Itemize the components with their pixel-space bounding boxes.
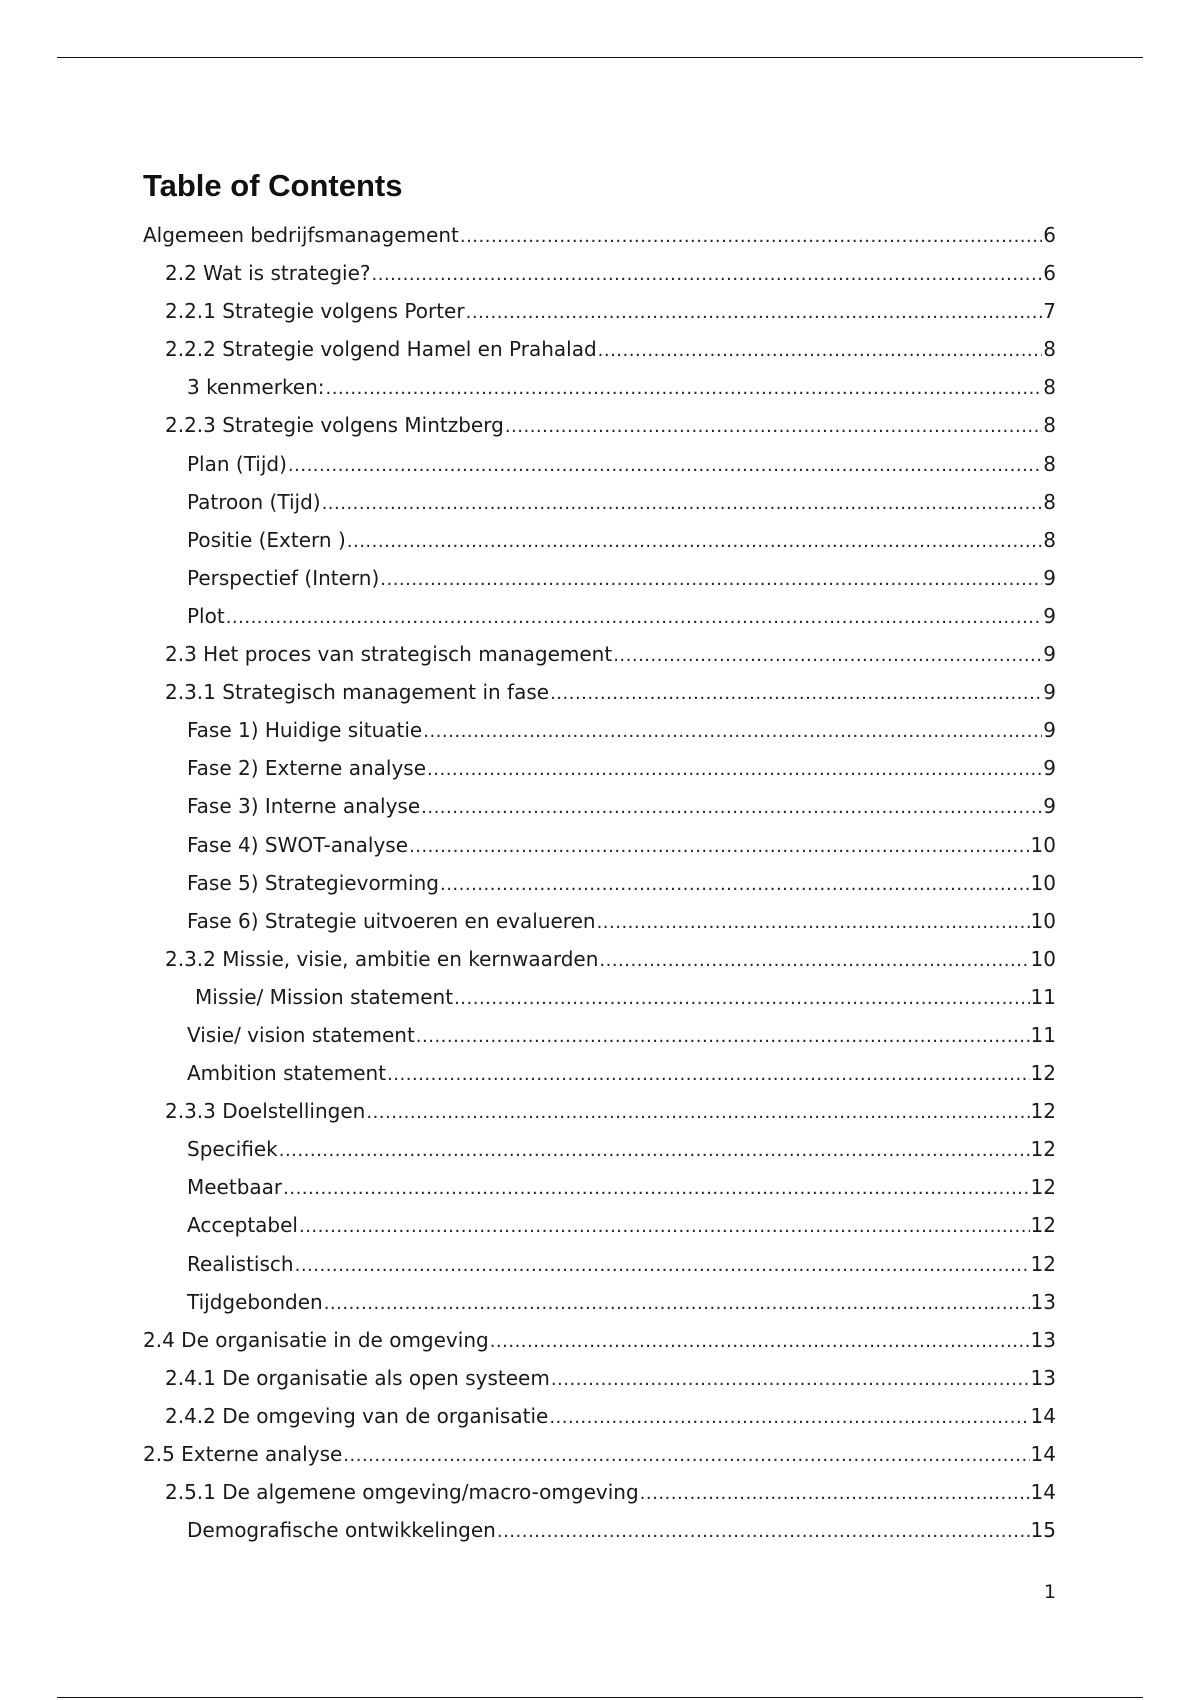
toc-entry[interactable] [143,749,1056,787]
toc-dot-leader [299,1208,1030,1246]
toc-dot-leader [440,866,1030,904]
toc-entry-page: 12 [1030,1061,1056,1086]
toc-entry[interactable] [143,1473,1056,1511]
toc-entry-page: 14 [1030,1480,1056,1505]
toc-entry-title: Fase 4) SWOT-analyse [187,832,409,857]
toc-entry-page: 9 [1043,642,1056,667]
toc-dot-leader [409,828,1030,866]
toc-dot-leader [551,1361,1030,1399]
toc-entry-title: 2.4.2 De omgeving van de organisatie [165,1403,549,1428]
toc-dot-leader [421,789,1042,827]
toc-entry-title: 2.5 Externe analyse [143,1442,343,1466]
toc-entry[interactable] [143,216,1056,254]
toc-entry[interactable] [143,406,1056,444]
toc-title: Table of Contents [143,168,403,203]
toc-entry-page: 10 [1030,832,1056,857]
toc-dot-leader [326,370,1043,408]
toc-entry-page: 10 [1030,946,1056,971]
toc-entry[interactable] [143,826,1056,864]
toc-dot-leader [427,751,1042,789]
toc-entry-title: 2.2 Wat is strategie? [165,261,371,286]
toc-dot-leader [613,637,1042,675]
toc-entry[interactable] [143,1054,1056,1092]
toc-entry-title: Fase 1) Huidige situatie [187,718,423,743]
toc-entry-title: 3 kenmerken: [187,375,325,400]
toc-entry-title: 2.3.1 Strategisch management in fase [165,680,550,705]
toc-dot-leader [505,408,1042,446]
toc-entry[interactable] [143,330,1056,368]
toc-entry-title: 2.4.1 De organisatie als open systeem [165,1365,550,1390]
toc-dot-leader [497,1513,1030,1551]
table-of-contents [143,216,1056,1549]
toc-entry-title: Meetbaar [187,1175,283,1200]
toc-entry[interactable] [143,1397,1056,1435]
toc-entry[interactable] [143,978,1056,1016]
toc-dot-leader [295,1247,1030,1285]
toc-entry-title: 2.3.3 Doelstellingen [165,1099,366,1124]
toc-entry[interactable] [143,1206,1056,1244]
toc-entry[interactable] [143,787,1056,825]
toc-entry[interactable] [143,1359,1056,1397]
toc-entry-title: Demografische ontwikkelingen [187,1518,496,1543]
toc-entry-title: 2.3 Het proces van strategisch management [165,642,613,667]
toc-entry-title: Visie/ vision statement [187,1022,415,1047]
toc-entry-page: 14 [1030,1442,1056,1466]
footer-rule [57,1697,1143,1698]
toc-entry-page: 9 [1043,794,1056,819]
toc-entry-page: 9 [1043,756,1056,781]
toc-entry-page: 12 [1030,1251,1056,1276]
toc-entry-page: 8 [1043,451,1056,476]
toc-entry-page: 6 [1043,261,1056,286]
toc-entry-page: 8 [1043,413,1056,438]
toc-dot-leader [322,485,1043,523]
toc-entry[interactable] [143,254,1056,292]
toc-entry-title: 2.4 De organisatie in de omgeving [143,1327,489,1352]
toc-entry-title: Fase 2) Externe analyse [187,756,427,781]
toc-entry-page: 8 [1043,375,1056,400]
page-number: 1 [1043,1581,1056,1603]
toc-entry-page: 12 [1030,1137,1056,1162]
toc-entry[interactable] [143,711,1056,749]
toc-entry-page: 13 [1030,1365,1056,1390]
toc-entry[interactable] [143,521,1056,559]
toc-dot-leader [416,1018,1030,1056]
toc-entry[interactable] [143,902,1056,940]
toc-entry[interactable] [143,864,1056,902]
toc-entry-title: Algemeen bedrijfsmanagement [143,223,459,247]
toc-dot-leader [226,599,1043,637]
toc-entry-page: 8 [1043,337,1056,362]
toc-entry[interactable] [143,559,1056,597]
toc-entry-title: 2.2.2 Strategie volgend Hamel en Prahalad [165,337,597,362]
toc-entry-title: Acceptabel [187,1213,298,1238]
toc-entry-title: 2.2.1 Strategie volgens Porter [165,299,465,324]
toc-entry-title: Fase 3) Interne analyse [187,794,421,819]
toc-entry-page: 7 [1043,299,1056,324]
toc-dot-leader [598,332,1043,370]
toc-entry-title: 2.5.1 De algemene omgeving/macro-omgeving [165,1480,639,1505]
toc-entry[interactable] [143,635,1056,673]
toc-dot-leader [366,1094,1029,1132]
toc-entry-page: 10 [1030,908,1056,933]
toc-entry-title: Specifiek [187,1137,278,1162]
toc-entry-title: 2.3.2 Missie, visie, ambitie en kernwaarden [165,946,599,971]
toc-dot-leader [324,1285,1030,1323]
toc-entry-page: 10 [1030,870,1056,895]
toc-entry[interactable] [143,292,1056,330]
toc-entry[interactable] [143,368,1056,406]
toc-dot-leader [423,713,1042,751]
toc-entry-page: 9 [1043,718,1056,743]
toc-entry[interactable] [143,1435,1056,1473]
toc-entry[interactable] [143,1321,1056,1359]
toc-entry-title: Patroon (Tijd) [187,489,321,514]
toc-entry[interactable] [143,1245,1056,1283]
toc-entry-title: Fase 6) Strategie uitvoeren en evalueren [187,908,596,933]
toc-entry-page: 8 [1043,527,1056,552]
toc-entry[interactable] [143,1168,1056,1206]
toc-entry[interactable] [143,483,1056,521]
toc-entry-page: 6 [1043,223,1056,247]
toc-entry[interactable] [143,445,1056,483]
toc-dot-leader [454,980,1029,1018]
toc-entry-page: 9 [1043,680,1056,705]
toc-entry-title: 2.2.3 Strategie volgens Mintzberg [165,413,504,438]
toc-entry-title: Perspectief (Intern) [187,565,380,590]
toc-entry-title: Realistisch [187,1251,294,1276]
toc-dot-leader [466,294,1043,332]
toc-entry[interactable] [143,1283,1056,1321]
toc-entry[interactable] [143,1130,1056,1168]
toc-entry-page: 13 [1030,1289,1056,1314]
toc-entry-page: 8 [1043,489,1056,514]
toc-dot-leader [380,561,1042,599]
toc-entry-page: 12 [1030,1175,1056,1200]
toc-dot-leader [372,256,1043,294]
toc-dot-leader [490,1323,1030,1361]
toc-entry-title: Missie/ Mission statement [195,984,454,1009]
toc-entry-title: Ambition statement [187,1061,387,1086]
toc-entry-title: Plot [187,603,225,628]
toc-entry-title: Plan (Tijd) [187,451,287,476]
toc-entry-title: Positie (Extern ) [187,527,346,552]
toc-entry-page: 11 [1030,1022,1056,1047]
toc-dot-leader [597,904,1030,942]
toc-dot-leader [599,942,1029,980]
toc-entry-page: 11 [1030,984,1056,1009]
toc-dot-leader [279,1132,1030,1170]
toc-entry-title: Tijdgebonden [187,1289,323,1314]
toc-dot-leader [343,1437,1029,1475]
toc-dot-leader [387,1056,1029,1094]
toc-entry-page: 15 [1030,1518,1056,1543]
toc-entry-page: 9 [1043,603,1056,628]
toc-entry-page: 14 [1030,1403,1056,1428]
header-rule [57,57,1143,58]
toc-dot-leader [283,1170,1029,1208]
toc-entry-title: Fase 5) Strategievorming [187,870,439,895]
toc-entry[interactable] [143,940,1056,978]
toc-dot-leader [460,218,1042,256]
toc-entry[interactable] [143,1092,1056,1130]
toc-entry[interactable] [143,673,1056,711]
toc-entry[interactable] [143,1016,1056,1054]
toc-entry-page: 9 [1043,565,1056,590]
toc-dot-leader [640,1475,1030,1513]
toc-entry-page: 13 [1030,1327,1056,1352]
toc-entry[interactable] [143,1511,1056,1549]
toc-dot-leader [549,1399,1029,1437]
toc-entry[interactable] [143,597,1056,635]
toc-entry-page: 12 [1030,1213,1056,1238]
toc-dot-leader [550,675,1042,713]
toc-entry-page: 12 [1030,1099,1056,1124]
toc-dot-leader [347,523,1043,561]
toc-dot-leader [288,447,1042,485]
